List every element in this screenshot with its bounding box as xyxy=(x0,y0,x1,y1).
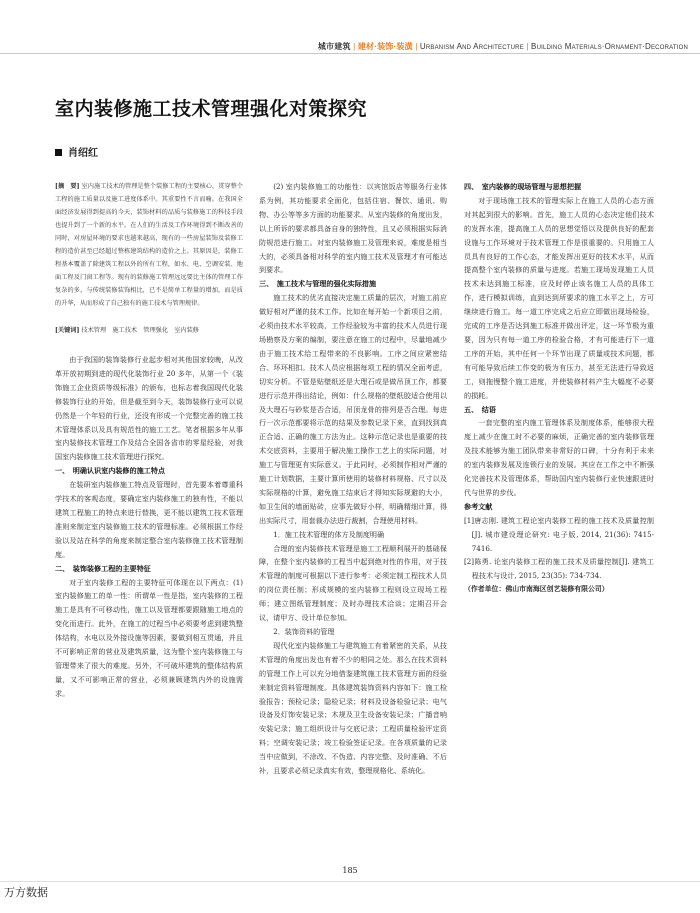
section-2-intro: 对于室内装修工程的主要特征可体现在以下两点：(1) 室内装修施工的单一性：所谓单一性是指，室内装修的工程施工是具有不可移动性，施工以及管理都要跟随施工地点的变化而进行。此外，在施工的过程当中必须要考虑到建筑整体结构，水电以及外接设施等因素，要做到相互贯通，并且不可影响正常的营业及建筑质量，这为整个室内装修施工与管理带来了很大的难度。另外，不可破坏建筑的整体结构质量，又不可影响正常的营业，必须兼顾建筑内外的设施需求。 xyxy=(55,577,243,698)
header-english: Urbanism And Architecture xyxy=(419,42,524,51)
column-2 xyxy=(259,180,447,778)
section-1-body: 在装研室内装修施工特点及管理时，首先要本着尊重科学技术的客观态度，要确定室内装修施工的独有性，不能以建筑工程施工的特点来进行替换，更不能以建筑工技术管理准则来制定室内装修施工技术的管理标准。必须根据工作经验以及站在科学的角度来制定整合室内装修施工技术管理制度。 xyxy=(55,480,243,559)
section-2-title: 二、 装饰装修工程的主要特征 xyxy=(55,563,151,573)
section-5-body: 一套完整的室内施工管理体系及制度体系，能够很大程度上减少在施工时不必要的麻烦，正确完善的室内装修管理及技术能够为施工团队带来非常好的口碑，十分有利于未来的室内装修发展及连锁行业的发展。其应在工作之中不断强化完善技术及管理体系，帮助国内室内装修行业快速跟进时代与世界的步伐。 xyxy=(464,418,654,497)
watermark: 万方数据 xyxy=(4,886,48,899)
section-2-point-2: (2) 室内装修施工的功能性：以宾馆饭店等服务行业体系为例，其功能要求全面化，包括住宿、餐饮、通讯、购物、办公等等多方面的功能要求。从室内装修的角度出发，以上所诉的要求都具备自身的独特性，且又必须根据实际消防规范进行施工。对室内装修施工及管理来说，难度是相当大的，必须具备相对科学的室内施工技术及管理才有可能达到要求。 xyxy=(259,182,447,275)
column-1 xyxy=(55,180,243,701)
reference-1: [1]唐志刚. 建筑工程论室内装修工程的施工技术及质量控制[J]. 城市建设理论研究: 电子版, 2014, 21(36): 7415-7416. xyxy=(464,515,654,553)
author-line xyxy=(55,144,98,159)
page-number: 185 xyxy=(342,866,358,875)
reference-2: [2]陈勇. 论室内装修工程的施工技术及质量控制[J]. 建筑工程技术与设计, 2015, 23(35): 734-734. xyxy=(464,557,654,581)
intro-paragraph: 由于我国的装饰装修行业起步相对其他国家较晚，从改革开放初期到进的现代化装饰行业 20 多年，从第一个《装饰施工企业资质等级标准》的颁布，也标志着我国现代化装修装饰行业的开始，但是截至到今天，装饰装修行业可以说仍然是一个年轻的行业，还没有形成一个完整完善的施工技术管理体系以及具有规范性的施工工艺。笔者根据多年从事室内装修技术管理工作及结合全国各省市的零星经验，对我国室内装修施工技术管理进行探究。 xyxy=(55,355,243,462)
header-rule xyxy=(0,53,700,54)
references-title: 参考文献 xyxy=(464,501,493,511)
header-english-2: Building Materials·Ornament·Decoration xyxy=(531,42,688,51)
section-4-body: 对于现场施工技术的管理实际上在施工人员的心态方面对其起到很大的影响。首先，施工人员的心态决定他们技术的发挥水准，提高施工人员的思想觉悟以及提供良好的配套设施与工作环境对于技术管理工作是很重要的。只用施工人员具有良好的工作心态，才能发挥出更好的技术水平，从而提高整个室内装修的质量与进度。若施工现场发现施工人员技术未达到施工标准，应及时停止该名施工人员的具体工作，进行模拟训练，直到达到所要求的施工水平之上，方可继续进行施工。每一道工序完成之后应立即做出现场检验，完成的工序是否达到施工标准并做出评定，这一环节极为重要，因为只有每一道工序的检验合格，才有可能进行下一道工序的开始，其中任何一个环节出现了质量或技术问题，都有可能导致后续工作变的极为有压力，甚至无法进行导致返工，则拖慢整个施工进度，并使装修材料产生大幅度不必要的损耗。 xyxy=(464,195,654,400)
section-3-subtitle-1: 1．施工技术管理的体方及制度明确 xyxy=(273,529,385,539)
square-bullet-icon xyxy=(55,149,62,156)
article-title: 室内装修施工技术管理强化对策探究 xyxy=(55,98,368,120)
section-3-subtitle-2: 2．装饰资料的管理 xyxy=(273,627,335,636)
keywords-text: 技术管理 施工技术 管理强化 室内装修 xyxy=(81,327,199,334)
abstract-label: [摘 要] xyxy=(55,183,80,190)
footer-rule xyxy=(0,881,700,882)
section-3-body: 施工技术的优劣直接决定施工质量的层次，对施工前应做好相对严谨的技术工作。比如在每开始一个新项目之前，必须由技术水平较高，工作经验较为丰富的技术人员进行现场勘察及方案的编制，要注意在施工的过程中，尽量地减少由于施工技术给工程带来的不良影响。工序之间应紧密结合、环环相扣。技术人员应根据每项工程的情况全面考虑，切实分析。不管是贴壁纸还是大理石或是做吊顶工作，都要进行示范并得出结论，例如：什么规格的壁纸胶适合使用以及大理石与砂浆是否合适，吊顶龙骨的排列是否合理。每进行一次示范都要将示范的结果及参数记录下来，直到找到真正合适、正确的施工方法为止。这种示范记录也是重要的技术交底资料，主要用于解决施工操作工艺上的实际问题，对施工与管理更有实际意义。于此同时，必须制作相对严谨的施工计划数据，主要计算所使用的装修材料规格、尺寸以及实际规格的计算，避免施工结束后才得知实际规避的大小，如卫生间的墙面贴砖，应事先做好小样，明确精细计算，得出实际尺寸，用套裁办法进行裁割，合理使用材料。 xyxy=(259,293,447,525)
abstract-text: 室内施工技术的管理是整个装修工程的主要核心，贯穿整个工程的施工质量以及施工进度体系中。其重要性不言而喻。在我国全面经济发展得到提高的今天，装饰材料的品质与装修施工的科技手段也提升到了一个新的水平。在人们的生活及工作环境得到不断改善的同时，对房屋环境的要求也越来越高，现有的一些房屋装饰及装修工程的造价甚至已经超过整栋建筑结构的造价之上。其原因是，装修工程基本覆盖了除建筑工程以外的所有工程，如水、电、空调安装、地面工程及门窗工程等。现有的装修施工管理远远要比主体的管理工作复杂的多，与传统装修装饰相比，已不是简单工程量的增加，而是质的升华，从而形成了自己独有的施工技术与管理规律。 xyxy=(55,183,244,307)
abstract xyxy=(55,180,243,310)
section-3-body-3: 现代化室内装修施工与建筑施工有着紧密的关系，从技术管理的角度出发也有着不少的相同之处。那么在技术资料的管理工作上可以充分地借鉴建筑施工技术管理方面的经验来制定资料管理制度。具体建筑装饰资料内容如下：施工检验报告；预检记录；隐检记录；材料及设备检验记录；电气设备及灯饰安装记录；木规及卫生设备安装记录；广播音响安装记录；施工组织设计与交底记录；工程质量检验评定资料；空调安装记录；竣工检验签证记录。在各项质量的记录当中应做到，不涂改、不伪造、内容完整、及时准确、不后补，且要求必须记录真实有效，整理规格化、系统化。 xyxy=(259,640,447,776)
section-3-body-2: 合理的室内装修技术管理是施工工程顺利展开的基础保障，在整个室内装修的工程当中起到绝对性的作用，对于技术管理的制度可根据以下进行参考：必须定制工程技术人员的岗位责任制；形成规模的室内装修工程则设立现场工程师；建立图纸管理制度；及时办理技术洽谈；定期召开会议，请甲方、设计单位参加。 xyxy=(259,543,447,623)
column-3 xyxy=(464,180,654,597)
author-affiliation: （作者单位：佛山市南海区创艺装修有限公司） xyxy=(464,585,609,594)
section-3-title: 三、 施工技术与管理的强化实际措施 xyxy=(259,279,377,289)
keywords xyxy=(55,324,243,337)
keywords-label: [关键词] xyxy=(55,327,80,334)
author-name: 肖绍红 xyxy=(68,148,98,159)
header-prefix: 城市建筑 xyxy=(317,42,351,51)
header-highlight: 建材·装饰·装潢 xyxy=(357,42,413,51)
section-5-title: 五、 结语 xyxy=(464,404,496,414)
section-4-title: 四、 室内装修的现场管理与思想把握 xyxy=(464,182,582,191)
running-header: 城市建筑 | 建材·装饰·装潢 | Urbanism And Architecture | Building Materials·Ornament·Decoration xyxy=(317,42,688,51)
section-1-title: 一、 明确认识室内装修的施工特点 xyxy=(55,466,165,476)
